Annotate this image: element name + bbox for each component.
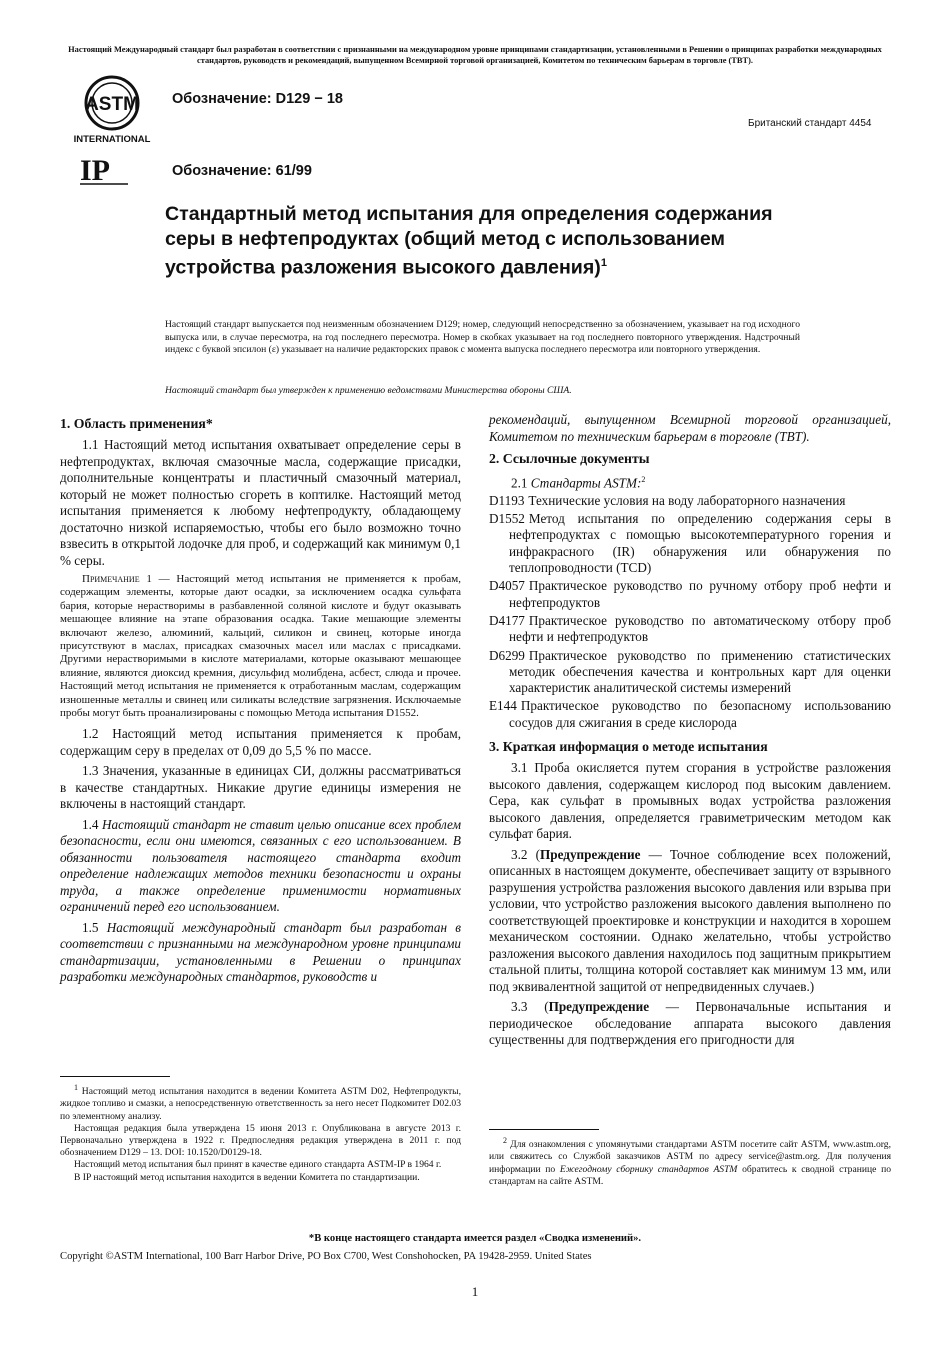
paragraph-3-3-warning: Предупреждение <box>548 999 650 1015</box>
reference-item <box>489 648 891 697</box>
footnote-2 <box>489 1135 891 1188</box>
reference-item <box>489 493 891 509</box>
paragraph-1-4-text: Настоящий стандарт не ставит целью описание всех проблем безопасности, если они имеются, связанных с его использованием. В обязанности пользователя настоящего стандарта входит определение надлежащих методов техники безопасности и охраны труда, а также определение применимости нормативных ограничений перед его использованием. <box>60 816 461 915</box>
paragraph-3-2-start: 3.2 ( <box>511 846 540 862</box>
header-notice: Настоящий Международный стандарт был разработан в соответствии с признанными на международном уровне принципами стандартизации, установленными в Решении о принципах разработки международных стандартов, руководств и рекомендаций, выпущенном Всемирной торговой организацией, Комитетом по техническим барьерам в торговле (TBT). <box>68 45 882 65</box>
astm-logo <box>66 72 158 148</box>
designation-ip: Обозначение: 61/99 <box>172 163 312 179</box>
note-1-label: Примечание 1 <box>82 573 152 585</box>
footnotes-right <box>489 1129 891 1188</box>
paragraph-3-1: 3.1 Проба окисляется путем сгорания в устройстве разложения высокого давления, содержащем кислород под высоким давлением. Сера, как сульфат в промывных водах устройства разложения высокого давления, определяется гравиметрическим методом как сульфат бария. <box>489 760 891 842</box>
reference-code: D4057 <box>489 578 525 594</box>
copyright: Copyright ©ASTM International, 100 Barr Harbor Drive, PO Box C700, West Conshohocken, PA 19428-2959. United States <box>60 1251 592 1262</box>
paragraph-1-5-number: 1.5 <box>82 919 107 935</box>
reference-text: Метод испытания по определению содержания серы в нефтепродуктах с помощью высокотемпературного горения и инфракрасного (IR) обнаружения или обнаружения по теплопроводности (TCD) <box>509 511 891 576</box>
paragraph-3-2 <box>489 847 891 996</box>
reference-code: D1193 <box>489 492 525 508</box>
title-text: Стандартный метод испытания для определения содержания серы в нефтепродуктах (общий метод с использованием устройства разложения высокого давления) <box>165 203 773 279</box>
paragraph-1-2: 1.2 Настоящий метод испытания применяется к пробам, содержащим серу в пределах от 0,09 до 5,5 % по массе. <box>60 726 461 758</box>
designation-astm: Обозначение: D129 − 18 <box>172 91 343 107</box>
ip-logo <box>78 150 132 188</box>
paragraph-3-2-text: — Точное соблюдение всех положений, описанных в настоящем документе, обеспечивает защиту от взрывного разрушения устройства разложения высокого давления или взрыва при условии, что устройство разложения высокого давления выполнено по соответствующей проектировке и конструкции и находится в хорошем механическом состоянии. Однако желательно, чтобы устройство разложения высокого давления находилось под защитным прикрытием стальной плиты, толщина которой составляет как минимум 13 мм, или под эквивалентной защитой от непредвиденных случаев.) <box>489 846 891 994</box>
note-1-text: — Настоящий метод испытания не применяется к пробам, содержащим элементы, которые дают осадки, за исключением осадка сульфата бария, которые нерастворимы в разбавленной соляной кислоте и будут оказывать мешающее влияние на этапе образования осадка. Такие мешающие элементы включают железо, алюминий, кальций, силикон и свинец, которые иногда присутствуют в маслах, присадках смазочных масел или маслах с присадками. Другими нерастворимыми в кислоте материалами, которые оказывают мешающее влияние, являются диоксид кремния, дисульфид молибдена, асбест, слюда и прочее. Настоящий метод испытания не применяется к отработанным маслам, содержащим изношенные металлы и свинец или силикаты вследствие загрязнения. Исключаемые пробы могут быть проанализированы с помощью Метода испытания D1552. <box>60 573 461 720</box>
intro-paragraph: Настоящий стандарт выпускается под неизменным обозначением D129; номер, следующий непосредственно за обозначением, указывает на год исходного выпуска или, в случае пересмотра, на год последнего пересмотра. Номер в скобках указывает на год последнего повторного утверждения. Надстрочный индекс с буквой эпсилон (ε) указывает на наличие редакторских правок с момента выпуска последнего пересмотра или повторного утверждения. <box>165 319 800 355</box>
reference-code: D6299 <box>489 647 525 663</box>
reference-item <box>489 613 891 646</box>
reference-item <box>489 698 891 731</box>
footnote-2-italic: Ежегодному сборнику стандартов ASTM <box>559 1163 738 1175</box>
astm-logo-text: ASTM <box>85 94 139 115</box>
approval-note: Настоящий стандарт был утвержден к применению ведомствами Министерства обороны США. <box>165 385 572 396</box>
paragraph-3-3 <box>489 999 891 1049</box>
reference-text: Практическое руководство по ручному отбору проб нефти и нефтепродуктов <box>509 578 891 610</box>
section-1-heading: 1. Область применения* <box>60 416 213 431</box>
footnotes-left <box>60 1076 461 1184</box>
paragraph-2-1-title: Стандарты ASTM: <box>530 475 642 491</box>
reference-code: D1552 <box>489 511 525 527</box>
paragraph-1-5-continued: рекомендаций, выпущенном Всемирной торговой организацией, Комитетом по техническим барьерам в торговле (TBT). <box>489 412 891 444</box>
footnote-1-b: Настоящая редакция была утверждена 15 июня 2013 г. Опубликована в августе 2013 г. Первоначально утверждена в 1922 г. Предпоследняя редакция утверждена в 2011 г. под обозначением D129 – 13. DOI: 10.1520/D0129-18. <box>60 1122 461 1159</box>
footnote-1-c: Настоящий метод испытания был принят в качестве единого стандарта ASTM-IP в 1964 г. <box>74 1159 442 1171</box>
paragraph-1-5-text: Настоящий международный стандарт был разработан в соответствии с признанными на международном уровне принципами стандартизации, установленными в Решении о принципах разработки международных стандартов, руководств и <box>60 919 461 985</box>
left-column <box>60 412 461 990</box>
reference-text: Технические условия на воду лабораторного назначения <box>528 492 846 508</box>
note-1 <box>60 573 461 720</box>
summary-of-changes-note: *В конце настоящего стандарта имеется раздел «Сводка изменений». <box>308 1233 642 1244</box>
footnote-1-a-text: Настоящий метод испытания находится в ведении Комитета ASTM D02, Нефтепродукты, жидкое топливо и смазки, а непосредственную ответственность за него несет Подкомитет D02.03 по элементному анализу. <box>60 1086 461 1122</box>
reference-code: D4177 <box>489 612 525 628</box>
reference-text: Практическое руководство по безопасному использованию сосудов для сжигания в среде кислорода <box>509 698 891 730</box>
ip-logo-text: IP <box>80 154 110 187</box>
reference-text: Практическое руководство по автоматическому отбору проб нефти и нефтепродуктов <box>509 612 891 645</box>
paragraph-1-1: 1.1 Настоящий метод испытания охватывает определение серы в нефтепродуктах, включая смазочные масла, содержащие присадки, дополнительные концентраты и пластичный смазочный материал, который не может полностью сгореть в коптилке. Настоящий метод испытания применяется к любому нефтепродукту, обладающему достаточно низкой испаряемостью, чтобы его было возможно точно взвесить в открытой лодочке для проб, и содержащий как минимум 0,1 % серы. <box>60 437 461 568</box>
reference-item <box>489 578 891 611</box>
astm-logo-subtext: INTERNATIONAL <box>73 134 151 145</box>
title-footnote-ref: 1 <box>600 257 607 269</box>
right-column <box>489 412 891 1053</box>
reference-text: Практическое руководство по применению статистических методик обеспечения качества и контрольных карт для оценки характеристик аналитической системы измерений <box>509 647 891 696</box>
page-number: 1 <box>471 1284 479 1299</box>
paragraph-1-5 <box>60 920 461 986</box>
paragraph-3-2-warning: Предупреждение <box>540 846 641 862</box>
paragraph-2-1-number: 2.1 <box>511 475 531 491</box>
paragraph-2-1 <box>489 472 891 492</box>
reference-item <box>489 511 891 576</box>
footnote-1-d: В IP настоящий метод испытания находится в ведении Комитета по стандартизации. <box>74 1171 420 1183</box>
footnote-1-marker: 1 <box>74 1083 78 1092</box>
paragraph-1-4-number: 1.4 <box>82 816 102 832</box>
paragraph-1-3: 1.3 Значения, указанные в единицах СИ, должны рассматриваться в качестве стандартных. Никакие другие единицы измерения не включены в настоящий стандарт. <box>60 763 461 812</box>
paragraph-1-4 <box>60 817 461 916</box>
british-standard: Британский стандарт 4454 <box>748 118 872 129</box>
page-title <box>165 202 775 280</box>
reference-list <box>489 493 891 731</box>
paragraph-3-3-text: — Первоначальные испытания и периодическое обследование аппарата высокого давления существенны для подтверждения его пригодности для <box>489 999 891 1048</box>
paragraph-3-3-start: 3.3 ( <box>511 999 549 1015</box>
footnote-2-text-a: Для ознакомления с упомянутыми стандартами ASTM посетите сайт ASTM, www.astm.org, или свяжитесь со Службой заказчиков ASTM по адресу service@astm.org. Для получения информации по <box>489 1139 891 1175</box>
footnote-1-a <box>60 1082 461 1123</box>
footnote-2-marker: 2 <box>503 1136 507 1145</box>
paragraph-2-1-footnote-ref: 2 <box>641 475 646 484</box>
section-2-heading: 2. Ссылочные документы <box>489 451 650 466</box>
reference-code: E144 <box>489 698 517 714</box>
footnote-2-text-b: обратитесь к сводной странице по стандартам на сайте ASTM. <box>489 1163 891 1187</box>
section-3-heading: 3. Краткая информация о методе испытания <box>489 739 768 755</box>
